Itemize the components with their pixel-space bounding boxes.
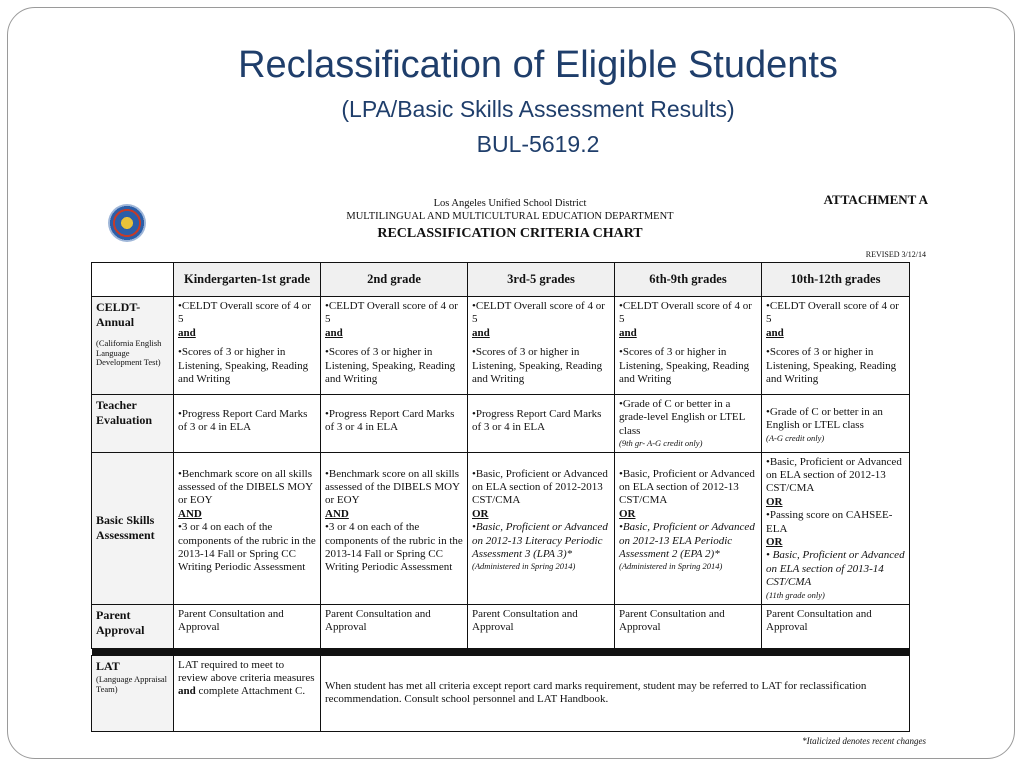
celdt-cell: •CELDT Overall score of 4 or 5 and •Scores of 3 or higher in Listening, Speaking, Reading and Writing	[762, 297, 910, 395]
district-name: Los Angeles Unified School District	[433, 198, 587, 209]
teacher-cell: •Progress Report Card Marks of 3 or 4 in ELA	[321, 395, 468, 453]
celdt-cell: •CELDT Overall score of 4 or 5 and •Scores of 3 or higher in Listening, Speaking, Reading and Writing	[468, 297, 615, 395]
basic-skills-label: Basic Skills Assessment	[92, 452, 174, 604]
teacher-cell: •Progress Report Card Marks of 3 or 4 in ELA	[468, 395, 615, 453]
header-row	[92, 263, 910, 297]
parent-cell: Parent Consultation and Approval	[762, 604, 910, 648]
celdt-cell: •CELDT Overall score of 4 or 5 and •Scores of 3 or higher in Listening, Speaking, Reading and Writing	[321, 297, 468, 395]
celdt-cell: •CELDT Overall score of 4 or 5 and •Scores of 3 or higher in Listening, Speaking, Reading and Writing	[615, 297, 762, 395]
revised-date: REVISED 3/12/14	[865, 250, 926, 259]
lat-cell-text: When student has met all criteria except report card marks requirement, student may be referred to LAT for reclassification recommendation. Consult school personnel and LAT Handbook.	[321, 655, 910, 731]
col-header-g2: 2nd grade	[321, 263, 468, 297]
criteria-table	[91, 262, 910, 732]
parent-cell: Parent Consultation and Approval	[615, 604, 762, 648]
attachment-label: ATTACHMENT A	[823, 192, 928, 207]
parent-row	[92, 604, 910, 648]
basic-cell-k1: •Benchmark score on all skills assessed of the DIBELS MOY or EOY AND •3 or 4 on each of the components of the rubric in the 2013-14 Fall or Spring CC Writing Periodic Assessment	[174, 452, 321, 604]
parent-cell: Parent Consultation and Approval	[468, 604, 615, 648]
col-header-g1012: 10th-12th grades	[762, 263, 910, 297]
col-header-g35: 3rd-5 grades	[468, 263, 615, 297]
col-header-g69: 6th-9th grades	[615, 263, 762, 297]
teacher-cell: •Progress Report Card Marks of 3 or 4 in ELA	[174, 395, 321, 453]
basic-cell-g35: •Basic, Proficient or Advanced on ELA section of 2012-2013 CST/CMA OR •Basic, Proficient or Advanced on 2012-13 Literacy Periodic Assessment 3 (LPA 3)* (Administered in Spring 2014)	[468, 452, 615, 604]
basic-cell-g1012: •Basic, Proficient or Advanced on ELA section of 2012-13 CST/CMA OR •Passing score on CAHSEE- ELA OR • Basic, Proficient or Advanced on ELA section of 2013-14 CST/CMA (11th grade only)	[762, 452, 910, 604]
celdt-cell: •CELDT Overall score of 4 or 5 and •Scores of 3 or higher in Listening, Speaking, Reading and Writing	[174, 297, 321, 395]
parent-cell: Parent Consultation and Approval	[321, 604, 468, 648]
lat-row	[92, 655, 910, 731]
basic-skills-row	[92, 452, 910, 604]
slide-subtitle: (LPA/Basic Skills Assessment Results)	[341, 96, 735, 122]
bulletin-number: BUL-5619.2	[476, 131, 600, 157]
celdt-label: CELDT-Annual (California English Language Development Test)	[92, 297, 174, 395]
parent-label: Parent Approval	[92, 604, 174, 648]
lat-label: LAT (Language Appraisal Team)	[92, 655, 174, 731]
corner-cell	[92, 263, 174, 297]
lat-cell-k1: LAT required to meet to review above criteria measures and complete Attachment C.	[174, 655, 321, 731]
teacher-cell-g69: •Grade of C or better in a grade-level English or LTEL class (9th gr- A-G credit only)	[615, 395, 762, 453]
separator-row	[92, 648, 910, 655]
chart-title: RECLASSIFICATION CRITERIA CHART	[377, 226, 643, 241]
department-name: MULTILINGUAL AND MULTICULTURAL EDUCATION DEPARTMENT	[346, 211, 674, 222]
teacher-cell-g1012: •Grade of C or better in an English or LTEL class (A-G credit only)	[762, 395, 910, 453]
basic-cell-g2: •Benchmark score on all skills assessed of the DIBELS MOY or EOY AND •3 or 4 on each of the components of the rubric in the 2013-14 Fall or Spring CC Writing Periodic Assessment	[321, 452, 468, 604]
teacher-row	[92, 395, 910, 453]
basic-cell-g69: •Basic, Proficient or Advanced on ELA section of 2012-13 CST/CMA OR •Basic, Proficient or Advanced on 2012-13 ELA Periodic Assessment 2 (EPA 2)* (Administered in Spring 2014)	[615, 452, 762, 604]
parent-cell: Parent Consultation and Approval	[174, 604, 321, 648]
footnote: *Italicized denotes recent changes	[802, 736, 926, 746]
teacher-label: Teacher Evaluation	[92, 395, 174, 453]
celdt-row	[92, 297, 910, 395]
criteria-document	[90, 186, 930, 754]
slide-title: Reclassification of Eligible Students	[238, 44, 838, 86]
col-header-k1: Kindergarten-1st grade	[174, 263, 321, 297]
